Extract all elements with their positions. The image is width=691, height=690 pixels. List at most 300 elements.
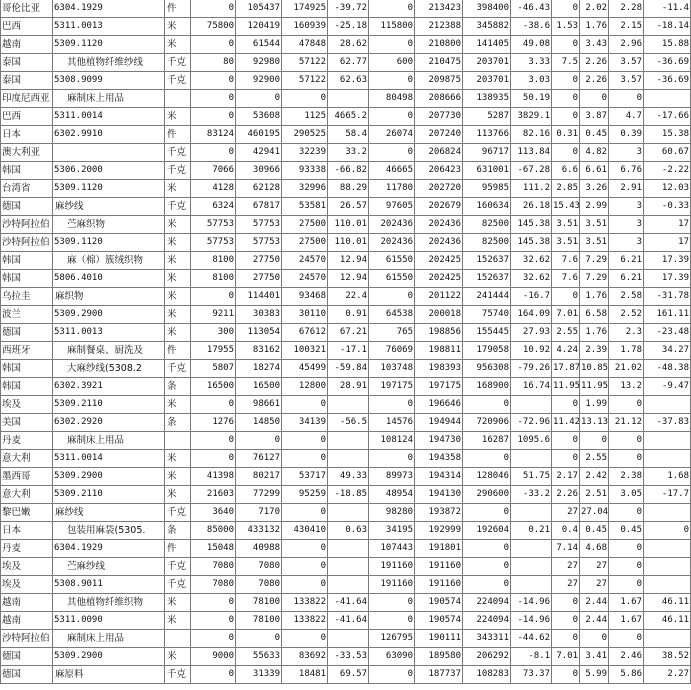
country-cell: 波兰: [1, 306, 53, 324]
country-cell: 乌拉圭: [1, 288, 53, 306]
share-b-cell: 1.76: [580, 288, 609, 306]
hs-code-or-name-cell: 5309.1120: [53, 234, 165, 252]
share-a-cell: 0: [552, 450, 580, 468]
qty-a-cell: 1276: [191, 414, 236, 432]
country-cell: 黎巴嫩: [1, 504, 53, 522]
pct-value-cell: -56.5: [328, 414, 369, 432]
value-d-cell: 82500: [463, 234, 511, 252]
pct-value-cell: [328, 396, 369, 414]
share-b-cell: 4.82: [580, 144, 609, 162]
unit-cell: 米: [165, 108, 191, 126]
value-d-cell: 179058: [463, 342, 511, 360]
country-cell: 日本: [1, 126, 53, 144]
share-b-cell: 3.51: [580, 216, 609, 234]
table-row: [1, 414, 691, 432]
hs-code-or-name-cell: 5309.1120: [53, 36, 165, 54]
qty-b-cell: 0: [369, 450, 415, 468]
value-b-cell: 0: [282, 540, 328, 558]
share-c-cell: 2.28: [609, 0, 644, 18]
qty-b-cell: 14576: [369, 414, 415, 432]
qty-b-cell: 202436: [369, 216, 415, 234]
value-b-cell: 160939: [282, 18, 328, 36]
pct-value-cell: [328, 450, 369, 468]
value-d-cell: 203701: [463, 54, 511, 72]
qty-a-cell: 3640: [191, 504, 236, 522]
value-b-cell: 45499: [282, 360, 328, 378]
unit-cell: 米: [165, 648, 191, 666]
value-b-cell: 0: [282, 90, 328, 108]
value-a-cell: 0: [236, 90, 282, 108]
share-b-cell: 10.85: [580, 360, 609, 378]
value-d-cell: 155445: [463, 324, 511, 342]
qty-a-cell: 0: [191, 630, 236, 648]
qty-b-cell: 61550: [369, 270, 415, 288]
unit-cell: 米: [165, 612, 191, 630]
value-b-cell: 24570: [282, 252, 328, 270]
unit-cell: [165, 630, 191, 648]
pct-d-cell: 12.03: [644, 180, 691, 198]
value-d-cell: 128046: [463, 468, 511, 486]
pct-c-cell: 111.2: [511, 180, 552, 198]
value-c-cell: 190574: [415, 612, 463, 630]
qty-a-cell: 75800: [191, 18, 236, 36]
pct-d-cell: 0: [644, 522, 691, 540]
table-row: [1, 450, 691, 468]
pct-value-cell: -66.82: [328, 162, 369, 180]
share-a-cell: 0: [552, 144, 580, 162]
pct-value-cell: 0.91: [328, 306, 369, 324]
share-a-cell: 11.95: [552, 378, 580, 396]
share-a-cell: 2.85: [552, 180, 580, 198]
hs-code-or-name-cell: 其他植物纤维织物: [53, 594, 165, 612]
pct-value-cell: 4665.2: [328, 108, 369, 126]
share-b-cell: 0.45: [580, 522, 609, 540]
value-c-cell: 202720: [415, 180, 463, 198]
pct-c-cell: 3829.1: [511, 108, 552, 126]
unit-cell: 米: [165, 396, 191, 414]
share-a-cell: 2.55: [552, 324, 580, 342]
value-b-cell: 0: [282, 558, 328, 576]
pct-value-cell: 62.77: [328, 54, 369, 72]
pct-d-cell: -11.4: [644, 0, 691, 18]
qty-b-cell: 0: [369, 288, 415, 306]
value-c-cell: 209875: [415, 72, 463, 90]
qty-a-cell: 0: [191, 396, 236, 414]
value-b-cell: 24570: [282, 270, 328, 288]
qty-a-cell: 0: [191, 450, 236, 468]
value-d-cell: 398400: [463, 0, 511, 18]
pct-d-cell: -2.22: [644, 162, 691, 180]
qty-b-cell: 765: [369, 324, 415, 342]
country-cell: 德国: [1, 648, 53, 666]
value-c-cell: 191160: [415, 558, 463, 576]
unit-cell: 条: [165, 414, 191, 432]
table-row: [1, 0, 691, 18]
value-b-cell: 30110: [282, 306, 328, 324]
value-a-cell: 67817: [236, 198, 282, 216]
pct-d-cell: [644, 450, 691, 468]
share-a-cell: 0: [552, 396, 580, 414]
share-b-cell: 2.51: [580, 486, 609, 504]
country-cell: 越南: [1, 594, 53, 612]
unit-cell: 件: [165, 342, 191, 360]
pct-d-cell: 15.38: [644, 126, 691, 144]
qty-a-cell: 9211: [191, 306, 236, 324]
qty-a-cell: 0: [191, 90, 236, 108]
value-d-cell: 290600: [463, 486, 511, 504]
share-c-cell: 0: [609, 504, 644, 522]
pct-d-cell: 1.68: [644, 468, 691, 486]
value-c-cell: 192999: [415, 522, 463, 540]
share-a-cell: 7.14: [552, 540, 580, 558]
value-d-cell: 0: [463, 396, 511, 414]
table-row: [1, 306, 691, 324]
qty-b-cell: 107443: [369, 540, 415, 558]
share-b-cell: 0: [580, 432, 609, 450]
country-cell: 韩国: [1, 378, 53, 396]
unit-cell: 条: [165, 378, 191, 396]
qty-a-cell: 0: [191, 144, 236, 162]
share-c-cell: 2.96: [609, 36, 644, 54]
share-b-cell: 3.87: [580, 108, 609, 126]
value-b-cell: 0: [282, 630, 328, 648]
country-cell: 巴西: [1, 108, 53, 126]
pct-d-cell: -36.69: [644, 72, 691, 90]
share-b-cell: 6.58: [580, 306, 609, 324]
share-c-cell: 3.57: [609, 72, 644, 90]
share-c-cell: 3.05: [609, 486, 644, 504]
pct-c-cell: 73.37: [511, 666, 552, 684]
pct-c-cell: [511, 450, 552, 468]
pct-value-cell: [328, 504, 369, 522]
value-a-cell: 80217: [236, 468, 282, 486]
value-d-cell: 5287: [463, 108, 511, 126]
value-b-cell: 57122: [282, 54, 328, 72]
pct-value-cell: [328, 630, 369, 648]
qty-a-cell: 4128: [191, 180, 236, 198]
pct-d-cell: [644, 576, 691, 594]
pct-c-cell: 145.38: [511, 234, 552, 252]
value-b-cell: 133822: [282, 612, 328, 630]
unit-cell: 米: [165, 180, 191, 198]
hs-code-or-name-cell: 苎麻织物: [53, 216, 165, 234]
share-b-cell: 13.13: [580, 414, 609, 432]
pct-c-cell: 27.93: [511, 324, 552, 342]
pct-d-cell: [644, 630, 691, 648]
unit-cell: 米: [165, 288, 191, 306]
share-a-cell: 0: [552, 72, 580, 90]
share-a-cell: 6.6: [552, 162, 580, 180]
share-c-cell: 3: [609, 216, 644, 234]
table-row: [1, 468, 691, 486]
share-a-cell: 27: [552, 504, 580, 522]
share-c-cell: 2.3: [609, 324, 644, 342]
unit-cell: 米: [165, 306, 191, 324]
share-a-cell: 2.17: [552, 468, 580, 486]
pct-value-cell: -39.72: [328, 0, 369, 18]
value-b-cell: 0: [282, 432, 328, 450]
qty-a-cell: 0: [191, 612, 236, 630]
table-row: [1, 594, 691, 612]
qty-a-cell: 8100: [191, 270, 236, 288]
hs-code-or-name-cell: 麻（棉）簇绒织物: [53, 252, 165, 270]
pct-value-cell: 33.2: [328, 144, 369, 162]
value-b-cell: 53717: [282, 468, 328, 486]
unit-cell: 米: [165, 270, 191, 288]
qty-b-cell: 34195: [369, 522, 415, 540]
value-c-cell: 194130: [415, 486, 463, 504]
value-d-cell: 96717: [463, 144, 511, 162]
value-d-cell: 192604: [463, 522, 511, 540]
value-b-cell: 32239: [282, 144, 328, 162]
share-b-cell: 2.42: [580, 468, 609, 486]
pct-value-cell: [328, 540, 369, 558]
table-row: [1, 522, 691, 540]
hs-code-or-name-cell: 5311.0014: [53, 450, 165, 468]
unit-cell: 千克: [165, 504, 191, 522]
pct-c-cell: [511, 576, 552, 594]
qty-b-cell: 76069: [369, 342, 415, 360]
table-row: [1, 18, 691, 36]
qty-b-cell: 0: [369, 396, 415, 414]
value-c-cell: 197175: [415, 378, 463, 396]
unit-cell: 千克: [165, 360, 191, 378]
qty-b-cell: 103748: [369, 360, 415, 378]
pct-c-cell: 3.33: [511, 54, 552, 72]
qty-a-cell: 5807: [191, 360, 236, 378]
value-b-cell: 27500: [282, 216, 328, 234]
qty-a-cell: 0: [191, 0, 236, 18]
value-d-cell: 95985: [463, 180, 511, 198]
table-row: [1, 162, 691, 180]
share-c-cell: 6.21: [609, 270, 644, 288]
country-cell: 埃及: [1, 396, 53, 414]
pct-value-cell: 49.33: [328, 468, 369, 486]
value-b-cell: 67612: [282, 324, 328, 342]
share-c-cell: 0: [609, 432, 644, 450]
qty-a-cell: 85000: [191, 522, 236, 540]
share-c-cell: 1.67: [609, 612, 644, 630]
share-a-cell: 0: [552, 0, 580, 18]
share-b-cell: 3.26: [580, 180, 609, 198]
share-c-cell: 3.57: [609, 54, 644, 72]
value-b-cell: 95259: [282, 486, 328, 504]
qty-b-cell: 126795: [369, 630, 415, 648]
table-row: [1, 396, 691, 414]
value-a-cell: 61544: [236, 36, 282, 54]
pct-value-cell: 28.62: [328, 36, 369, 54]
country-cell: 印度尼西亚: [1, 90, 53, 108]
pct-d-cell: 15.88: [644, 36, 691, 54]
pct-d-cell: [644, 90, 691, 108]
country-cell: 西班牙: [1, 342, 53, 360]
pct-d-cell: 17: [644, 216, 691, 234]
pct-value-cell: 12.94: [328, 252, 369, 270]
pct-c-cell: -16.7: [511, 288, 552, 306]
qty-b-cell: 0: [369, 144, 415, 162]
table-row: [1, 36, 691, 54]
value-c-cell: 207240: [415, 126, 463, 144]
value-a-cell: 120419: [236, 18, 282, 36]
qty-b-cell: 0: [369, 594, 415, 612]
value-c-cell: 207730: [415, 108, 463, 126]
pct-d-cell: 46.11: [644, 612, 691, 630]
pct-c-cell: 113.84: [511, 144, 552, 162]
table-row: [1, 486, 691, 504]
value-c-cell: 202425: [415, 270, 463, 288]
unit-cell: 米: [165, 594, 191, 612]
qty-b-cell: 64538: [369, 306, 415, 324]
pct-c-cell: 0.21: [511, 522, 552, 540]
share-b-cell: 3.43: [580, 36, 609, 54]
value-d-cell: 0: [463, 450, 511, 468]
value-c-cell: 201122: [415, 288, 463, 306]
unit-cell: 米: [165, 234, 191, 252]
pct-d-cell: [644, 558, 691, 576]
pct-c-cell: 16.74: [511, 378, 552, 396]
country-cell: 越南: [1, 612, 53, 630]
value-d-cell: 206292: [463, 648, 511, 666]
value-a-cell: 7080: [236, 558, 282, 576]
share-a-cell: 0: [552, 594, 580, 612]
share-b-cell: 2.26: [580, 72, 609, 90]
value-b-cell: 53581: [282, 198, 328, 216]
share-a-cell: 7.5: [552, 54, 580, 72]
pct-c-cell: -46.43: [511, 0, 552, 18]
pct-d-cell: [644, 432, 691, 450]
qty-b-cell: 0: [369, 666, 415, 684]
share-b-cell: 27.04: [580, 504, 609, 522]
share-c-cell: 2.46: [609, 648, 644, 666]
value-a-cell: 7170: [236, 504, 282, 522]
value-b-cell: 32996: [282, 180, 328, 198]
share-a-cell: 15.43: [552, 198, 580, 216]
country-cell: 韩国: [1, 270, 53, 288]
hs-code-or-name-cell: 麻纱线: [53, 504, 165, 522]
pct-c-cell: 49.08: [511, 36, 552, 54]
share-a-cell: 0: [552, 612, 580, 630]
qty-b-cell: 97605: [369, 198, 415, 216]
value-c-cell: 212388: [415, 18, 463, 36]
value-c-cell: 206824: [415, 144, 463, 162]
pct-c-cell: -8.1: [511, 648, 552, 666]
value-a-cell: 76127: [236, 450, 282, 468]
hs-code-or-name-cell: 5311.0014: [53, 108, 165, 126]
value-b-cell: 1125: [282, 108, 328, 126]
hs-code-or-name-cell: 5309.2900: [53, 468, 165, 486]
table-row: [1, 252, 691, 270]
value-a-cell: 53608: [236, 108, 282, 126]
pct-value-cell: [328, 432, 369, 450]
country-cell: 泰国: [1, 54, 53, 72]
share-c-cell: 4.7: [609, 108, 644, 126]
pct-c-cell: 1095.6: [511, 432, 552, 450]
value-a-cell: 433132: [236, 522, 282, 540]
hs-code-or-name-cell: 5311.0013: [53, 18, 165, 36]
share-a-cell: 0.4: [552, 522, 580, 540]
pct-d-cell: 17.39: [644, 270, 691, 288]
share-b-cell: 1.99: [580, 396, 609, 414]
qty-a-cell: 0: [191, 36, 236, 54]
value-c-cell: 210475: [415, 54, 463, 72]
share-a-cell: 27: [552, 576, 580, 594]
pct-c-cell: 10.92: [511, 342, 552, 360]
share-c-cell: 3: [609, 144, 644, 162]
value-c-cell: 202425: [415, 252, 463, 270]
table-body: [1, 0, 691, 684]
share-a-cell: 0: [552, 108, 580, 126]
qty-b-cell: 26074: [369, 126, 415, 144]
share-c-cell: 2.58: [609, 288, 644, 306]
share-b-cell: 2.55: [580, 450, 609, 468]
share-c-cell: 21.12: [609, 414, 644, 432]
hs-code-or-name-cell: 5308.9011: [53, 576, 165, 594]
pct-c-cell: [511, 540, 552, 558]
pct-c-cell: -79.26: [511, 360, 552, 378]
share-b-cell: 27: [580, 558, 609, 576]
hs-code-or-name-cell: 麻制床上用品: [53, 432, 165, 450]
pct-d-cell: -23.48: [644, 324, 691, 342]
value-c-cell: 187737: [415, 666, 463, 684]
qty-b-cell: 11780: [369, 180, 415, 198]
pct-value-cell: -25.18: [328, 18, 369, 36]
share-c-cell: 2.15: [609, 18, 644, 36]
value-d-cell: 82500: [463, 216, 511, 234]
value-a-cell: 114401: [236, 288, 282, 306]
share-b-cell: 2.39: [580, 342, 609, 360]
table-row: [1, 432, 691, 450]
qty-a-cell: 80: [191, 54, 236, 72]
table-row: [1, 540, 691, 558]
country-cell: 意大利: [1, 450, 53, 468]
pct-value-cell: 88.29: [328, 180, 369, 198]
share-a-cell: 7.6: [552, 270, 580, 288]
hs-code-or-name-cell: 6302.9910: [53, 126, 165, 144]
share-a-cell: 2.26: [552, 486, 580, 504]
pct-c-cell: -44.62: [511, 630, 552, 648]
share-c-cell: 2.38: [609, 468, 644, 486]
pct-d-cell: 38.52: [644, 648, 691, 666]
value-c-cell: 190111: [415, 630, 463, 648]
pct-value-cell: [328, 558, 369, 576]
unit-cell: 千克: [165, 198, 191, 216]
value-a-cell: 14850: [236, 414, 282, 432]
value-d-cell: 720906: [463, 414, 511, 432]
value-d-cell: 203701: [463, 72, 511, 90]
value-b-cell: 174925: [282, 0, 328, 18]
value-a-cell: 16500: [236, 378, 282, 396]
qty-b-cell: 191160: [369, 558, 415, 576]
value-c-cell: 190574: [415, 594, 463, 612]
unit-cell: 米: [165, 450, 191, 468]
hs-code-or-name-cell: 麻纱线: [53, 198, 165, 216]
country-cell: 沙特阿拉伯: [1, 216, 53, 234]
value-c-cell: 206423: [415, 162, 463, 180]
pct-d-cell: [644, 396, 691, 414]
table-row: [1, 198, 691, 216]
qty-a-cell: 9000: [191, 648, 236, 666]
country-cell: 墨西哥: [1, 468, 53, 486]
share-b-cell: 11.95: [580, 378, 609, 396]
value-a-cell: 18274: [236, 360, 282, 378]
value-c-cell: 194730: [415, 432, 463, 450]
qty-a-cell: 41398: [191, 468, 236, 486]
table-row: [1, 504, 691, 522]
qty-a-cell: 7080: [191, 558, 236, 576]
value-d-cell: 224094: [463, 594, 511, 612]
hs-code-or-name-cell: 5309.1120: [53, 180, 165, 198]
pct-value-cell: 69.57: [328, 666, 369, 684]
